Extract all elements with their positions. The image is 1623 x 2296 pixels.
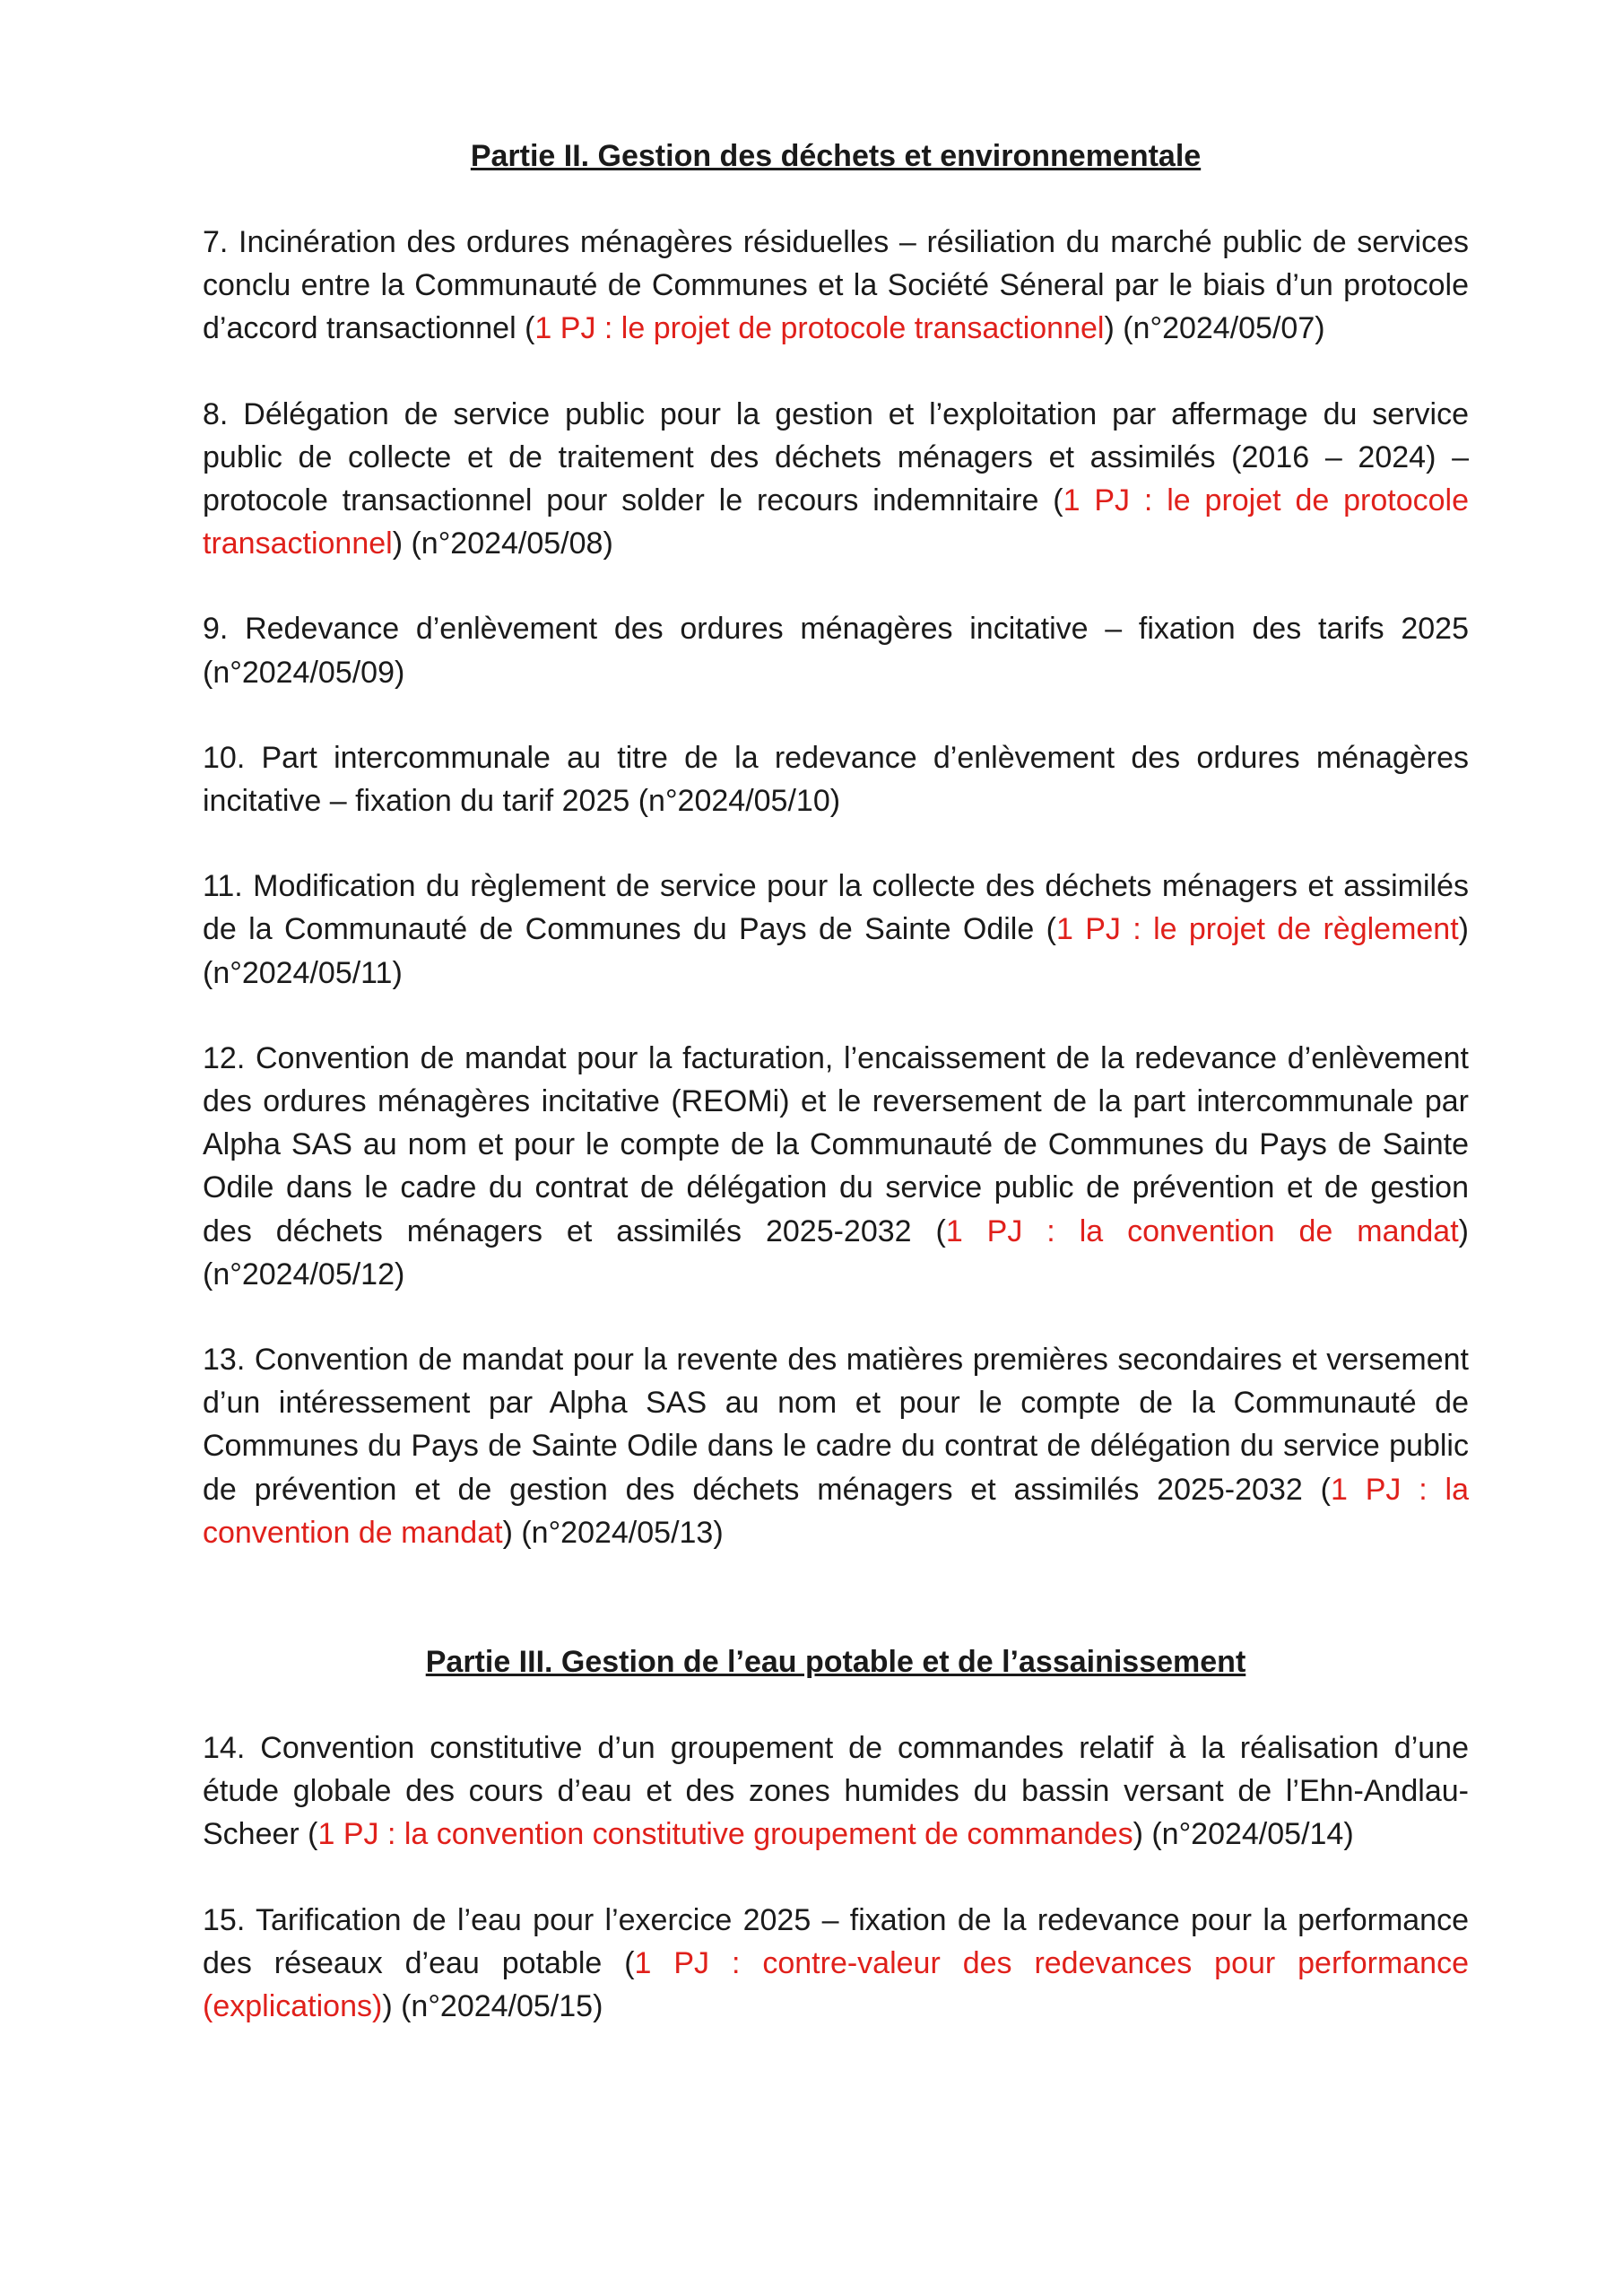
part-3-title: Partie III. Gestion de l’eau potable et de l’assainissement — [425, 1645, 1246, 1680]
agenda-item-14: 14. Convention constitutive d’un groupement de commandes relatif à la réalisation d’une étude globale des cours d’eau et des zones humides du bassin versant de l’Ehn-Andlau-Scheer (1 PJ : la convention constitutive groupement de commandes) (n°2024/05/14) — [203, 1731, 1469, 1852]
attachment-note: 1 PJ : la convention de mandat — [945, 1213, 1459, 1248]
attachment-note: 1 PJ : le projet de protocole transactionnel — [534, 311, 1105, 346]
agenda-item-8: 8. Délégation de service public pour la gestion et l’exploitation par affermage du service public de collecte et de traitement des déchets ménagers et assimilés (2016 – 2024) – protocole transactionnel pour solder le recours indemnitaire (1 PJ : le projet de protocole transactionnel) (n°2024/05/08) — [203, 396, 1469, 561]
agenda-item-10: 10. Part intercommunale au titre de la redevance d’enlèvement des ordures ménagères incitative – fixation du tarif 2025 (n°2024/05/10) — [203, 740, 1469, 819]
document-body — [203, 135, 1469, 2028]
attachment-note: 1 PJ : la convention de mandat — [203, 1472, 1470, 1550]
agenda-item-13: 13. Convention de mandat pour la revente des matières premières secondaires et versement d’un intéressement par Alpha SAS au nom et pour le compte de la Communauté de Communes du Pays de Sainte Odile dans le cadre du contrat de délégation du service public de prévention et de gestion des déchets ménagers et assimilés 2025-2032 (1 PJ : la convention de mandat) (n°2024/05/13) — [203, 1343, 1470, 1550]
attachment-note: 1 PJ : le projet de règlement — [1055, 912, 1459, 947]
attachment-note: 1 PJ : contre-valeur des redevances pour performance (explications) — [203, 1945, 1470, 2024]
agenda-item-15: 15. Tarification de l’eau pour l’exercice 2025 – fixation de la redevance pour la performance des réseaux d’eau potable (1 PJ : contre-valeur des redevances pour performance (explications)) (n°2024/05/15) — [203, 1902, 1470, 2024]
agenda-item-7: 7. Incinération des ordures ménagères résiduelles – résiliation du marché public de services conclu entre la Communauté de Communes et la Société Séneral par le biais d’un protocole d’accord transactionnel (1 PJ : le projet de protocole transactionnel) (n°2024/05/07) — [203, 225, 1469, 346]
attachment-note: 1 PJ : le projet de protocole transactionnel — [203, 483, 1469, 561]
agenda-item-12: 12. Convention de mandat pour la facturation, l’encaissement de la redevance d’enlèvement des ordures ménagères incitative (REOMi) et le reversement de la part intercommunale par Alpha SAS au nom et pour le compte de la Communauté de Communes du Pays de Sainte Odile dans le cadre du contrat de délégation du service public de prévention et de gestion des déchets ménagers et assimilés 2025-2032 (1 PJ : la convention de mandat) (n°2024/05/12) — [203, 1040, 1469, 1292]
agenda-item-9: 9. Redevance d’enlèvement des ordures ménagères incitative – fixation des tarifs 2025 (n°2024/05/09) — [203, 612, 1469, 690]
agenda-item-11: 11. Modification du règlement de service pour la collecte des déchets ménagers et assimilés de la Communauté de Communes du Pays de Sainte Odile (1 PJ : le projet de règlement) (n°2024/05/11) — [203, 869, 1469, 990]
attachment-note: 1 PJ : la convention constitutive groupement de commandes — [317, 1817, 1133, 1852]
part-2-title: Partie II. Gestion des déchets et environnementale — [470, 139, 1202, 173]
